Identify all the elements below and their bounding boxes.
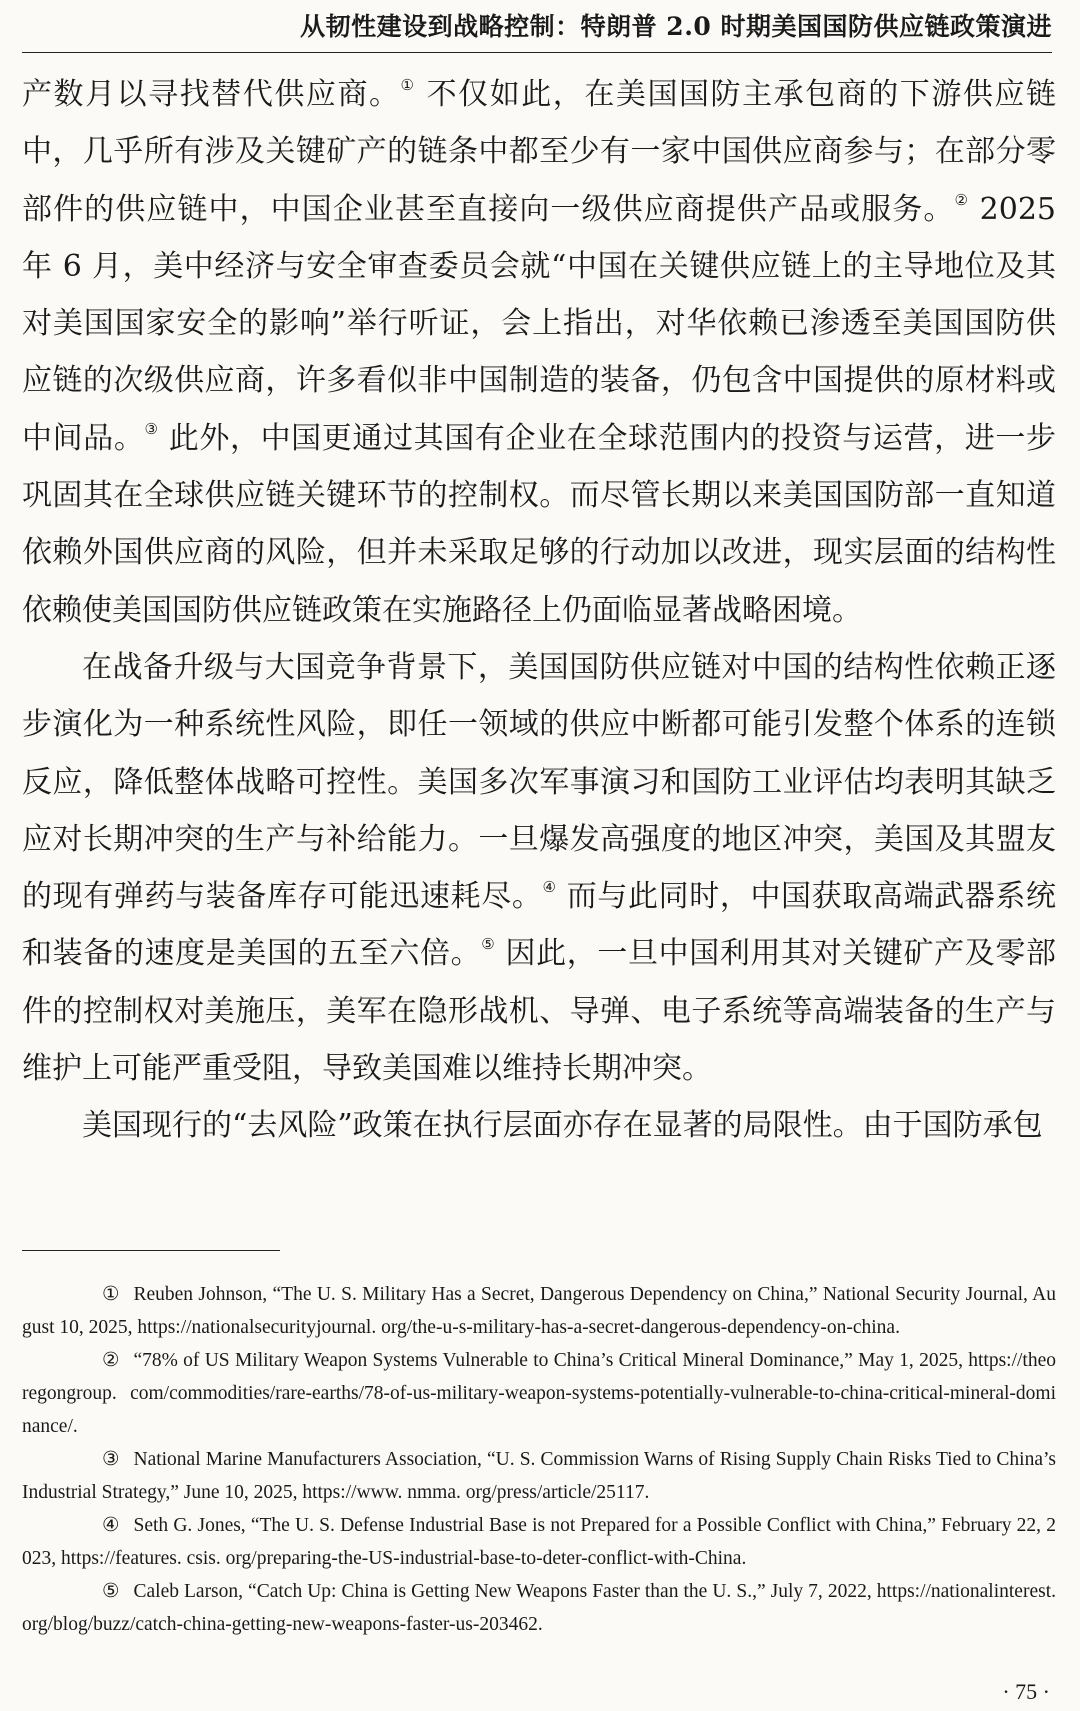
running-header bbox=[22, 6, 1052, 53]
paragraph-2 bbox=[22, 639, 1056, 1097]
text-run: 美国现行的“去风险”政策在执行层面亦存在显著的局限性。由于国防承包 bbox=[82, 1108, 1043, 1144]
footnote-2 bbox=[22, 1344, 1056, 1443]
footnote-1 bbox=[22, 1278, 1056, 1344]
footnote-separator bbox=[22, 1250, 280, 1251]
footnote-5 bbox=[22, 1575, 1056, 1641]
footnote-text: Caleb Larson, “Catch Up: China is Getting New Weapons Faster than the U. S.,” July 7, 2022, https://nationalinterest. org/blog/buzz/catch-china-getting-new-weapons-faster-us-203462. bbox=[22, 1581, 1056, 1635]
footnote-ref-1[interactable]: ① bbox=[400, 76, 416, 94]
footnote-number: ① bbox=[102, 1284, 120, 1305]
footnote-ref-3[interactable]: ③ bbox=[144, 419, 159, 438]
footnote-number: ④ bbox=[102, 1515, 120, 1536]
footnote-number: ⑤ bbox=[102, 1581, 120, 1602]
footnote-text: “78% of US Military Weapon Systems Vulnerable to China’s Critical Mineral Dominance,” May 1, 2025, https://theoregongroup. com/commodities/rare-earths/78-of-us-military-weapon-systems-potentially-vulnerable-to-china-critical-mineral-dominance/. bbox=[22, 1350, 1056, 1437]
footnote-ref-5[interactable]: ⑤ bbox=[481, 935, 496, 954]
footnote-4 bbox=[22, 1509, 1056, 1575]
footnote-number: ③ bbox=[102, 1449, 120, 1470]
text-run: 产数月以寻找替代供应商。 bbox=[22, 77, 401, 112]
page-number: · 75 · bbox=[1002, 1679, 1050, 1704]
text-run: 在战备升级与大国竞争背景下，美国国防供应链对中国的结构性依赖正逐步演化为一种系统性风险，即任一领域的供应中断都可能引发整个体系的连锁反应，降低整体战略可控性。美国多次军事演习和国防工业评估均表明其缺乏应对长期冲突的生产与补给能力。一旦爆发高强度的地区冲突，美国及其盟友的现有弹药与装备库存可能迅速耗尽。 bbox=[22, 649, 1056, 915]
running-title: 从韧性建设到战略控制：特朗普 2.0 时期美国国防供应链政策演进 bbox=[300, 12, 1052, 41]
text-run: 不仅如此，在美国国防主承包商的下游供应链中，几乎所有涉及关键矿产的链条中都至少有一家中国供应商参与；在部分零部件的供应链中，中国企业甚至直接向一级供应商提供产品或服务。 bbox=[22, 77, 1056, 227]
footnote-number: ② bbox=[102, 1350, 120, 1371]
text-run: 2025 年 6 月，美中经济与安全审查委员会就“中国在关键供应链上的主导地位及其对美国国家安全的影响”举行听证，会上指出，对华依赖已渗透至美国国防供应链的次级供应商，许多看似非中国制造的装备，仍包含中国提供的原材料或中间品。 bbox=[22, 191, 1056, 456]
footnote-text: Seth G. Jones, “The U. S. Defense Industrial Base is not Prepared for a Possible Conflict with China,” February 22, 2023, https://features. csis. org/preparing-the-US-industrial-base-to-deter-conflict-with-China. bbox=[22, 1515, 1056, 1569]
footnote-ref-4[interactable]: ④ bbox=[542, 878, 557, 897]
footnote-ref-2[interactable]: ② bbox=[954, 190, 970, 209]
footnote-text: Reuben Johnson, “The U. S. Military Has a Secret, Dangerous Dependency on China,” National Security Journal, August 10, 2025, https://nationalsecurityjournal. org/the-u-s-military-has-a-secret-dangerous-dependency-on-china. bbox=[22, 1284, 1056, 1338]
paragraph-3 bbox=[22, 1097, 1056, 1154]
body-text bbox=[22, 66, 1056, 1155]
text-run: 此外，中国更通过其国有企业在全球范围内的投资与运营，进一步巩固其在全球供应链关键环节的控制权。而尽管长期以来美国国防部一直知道依赖外国供应商的风险，但并未采取足够的行动加以改进，现实层面的结构性依赖使美国国防供应链政策在实施路径上仍面临显著战略困境。 bbox=[22, 420, 1057, 628]
footnote-text: National Marine Manufacturers Association, “U. S. Commission Warns of Rising Supply Chain Risks Tied to China’s Industrial Strategy,” June 10, 2025, https://www. nmma. org/press/article/25117. bbox=[22, 1449, 1056, 1503]
footnotes bbox=[22, 1278, 1056, 1641]
paragraph-1 bbox=[22, 66, 1056, 639]
footnote-3 bbox=[22, 1443, 1056, 1509]
text-run: 因此，一旦中国利用其对关键矿产及零部件的控制权对美施压，美军在隐形战机、导弹、电子系统等高端装备的生产与维护上可能严重受阻，导致美国难以维持长期冲突。 bbox=[22, 936, 1056, 1087]
text-run: 而与此同时，中国获取高端武器系统和装备的速度是美国的五至六倍。 bbox=[22, 879, 1056, 972]
